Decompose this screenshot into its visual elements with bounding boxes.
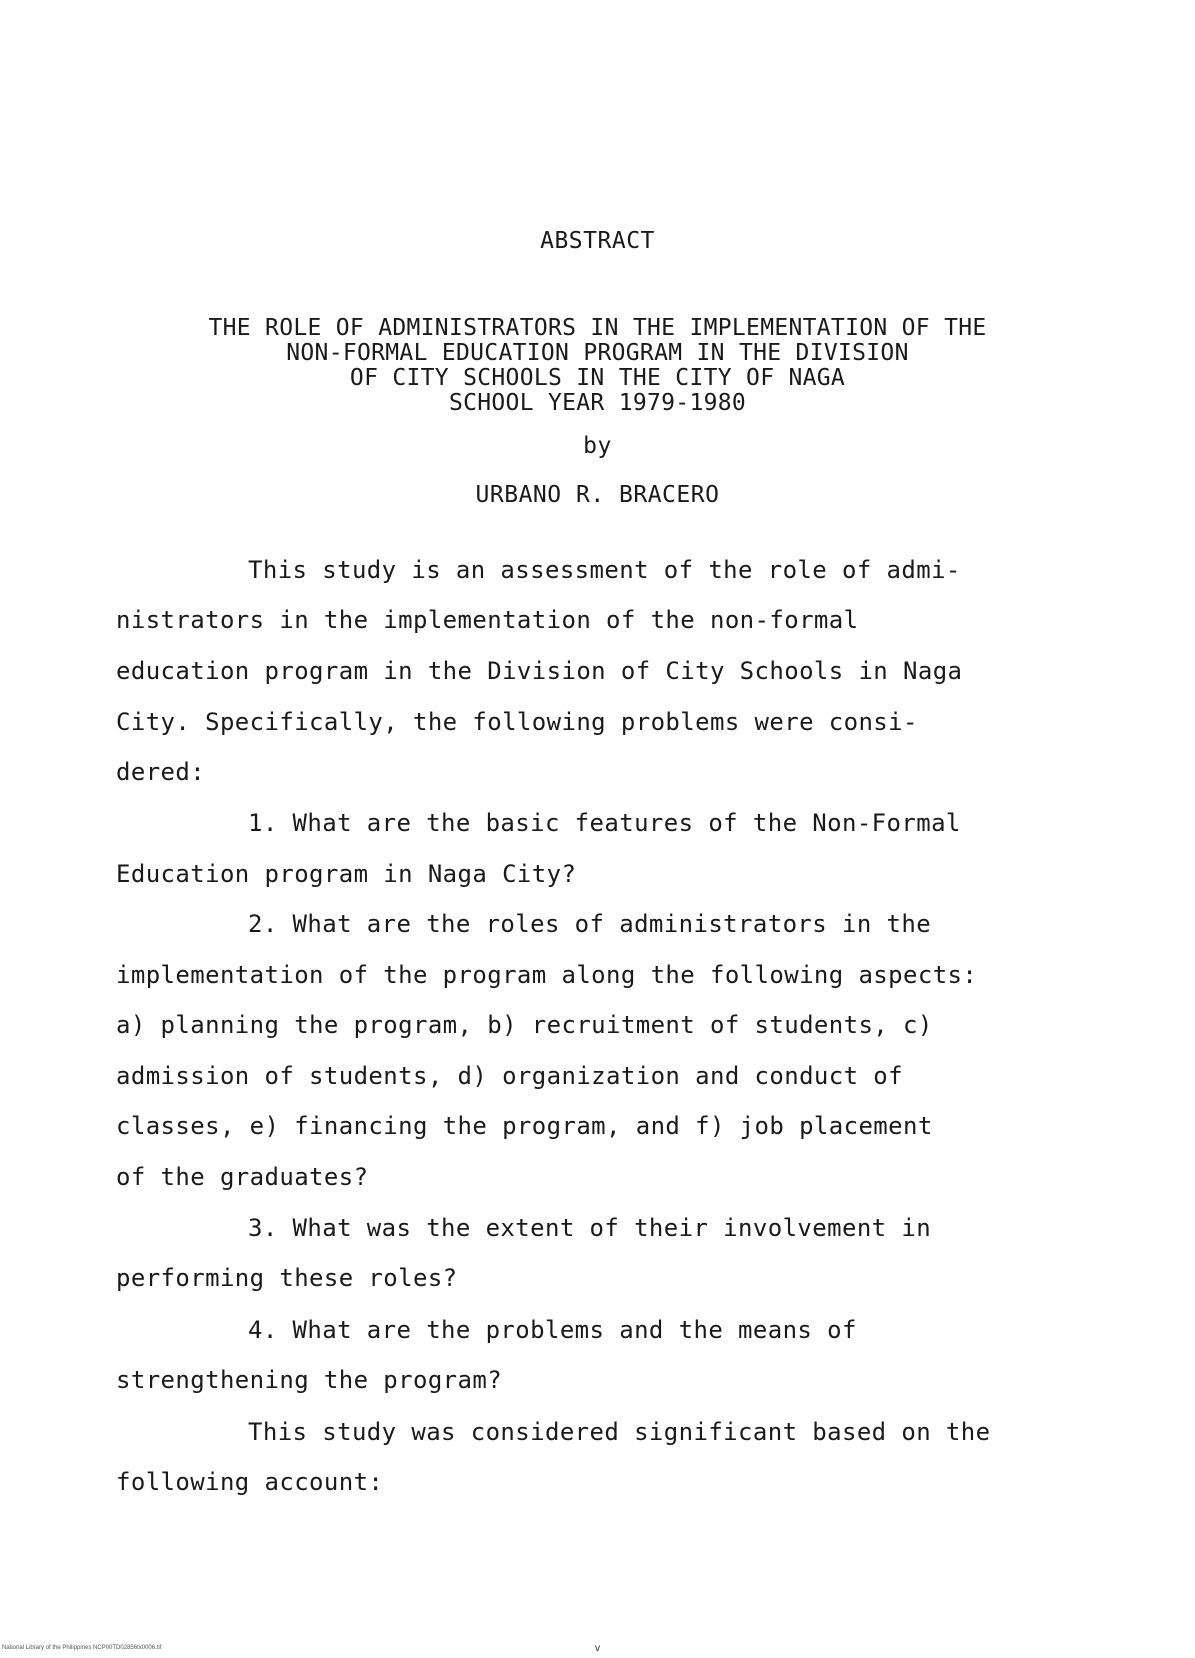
by-label: by <box>583 433 612 459</box>
paragraph-line: strengthening the program? <box>116 1366 503 1394</box>
paragraph-line: Education program in Naga City? <box>116 860 577 888</box>
author-name: URBANO R. BRACERO <box>475 482 720 508</box>
title-line: OF CITY SCHOOLS IN THE CITY OF NAGA <box>349 365 846 391</box>
thesis-title <box>0 316 1195 416</box>
paragraph-line: admission of students, d) organization and conduct of <box>116 1062 904 1090</box>
paragraph-line: nistrators in the implementation of the non-formal <box>116 606 859 634</box>
paragraph-line: classes, e) financing the program, and f) job placement <box>116 1112 933 1140</box>
paragraph-line: City. Specifically, the following problems were consi- <box>116 708 918 736</box>
title-line: THE ROLE OF ADMINISTRATORS IN THE IMPLEMENTATION OF THE <box>208 315 987 341</box>
problem-item-4: 4. What are the problems and the means of <box>248 1316 857 1344</box>
problem-item-2: 2. What are the roles of administrators in the <box>248 910 932 938</box>
title-line: SCHOOL YEAR 1979-1980 <box>448 390 747 416</box>
paragraph-line: dered: <box>116 758 206 786</box>
title-line: NON-FORMAL EDUCATION PROGRAM IN THE DIVISION <box>286 340 909 366</box>
paragraph-line: This study was considered significant based on the <box>248 1418 991 1446</box>
paragraph-line: performing these roles? <box>116 1264 458 1292</box>
paragraph-line: following account: <box>116 1468 384 1496</box>
archive-footer-note: National Library of the Philippines NCP00TD02856tx0006.tif <box>2 1645 162 1651</box>
paragraph-line: This study is an assessment of the role of admi- <box>248 556 961 584</box>
problem-item-1: 1. What are the basic features of the Non-Formal <box>248 809 961 837</box>
problem-item-3: 3. What was the extent of their involvement in <box>248 1214 932 1242</box>
paragraph-line: education program in the Division of City Schools in Naga <box>116 657 963 685</box>
paragraph-line: a) planning the program, b) recruitment of students, c) <box>116 1011 933 1039</box>
paragraph-line: implementation of the program along the following aspects: <box>116 961 978 989</box>
abstract-heading: ABSTRACT <box>540 228 655 254</box>
page-number: v <box>594 1643 601 1654</box>
paragraph-line: of the graduates? <box>116 1163 369 1191</box>
